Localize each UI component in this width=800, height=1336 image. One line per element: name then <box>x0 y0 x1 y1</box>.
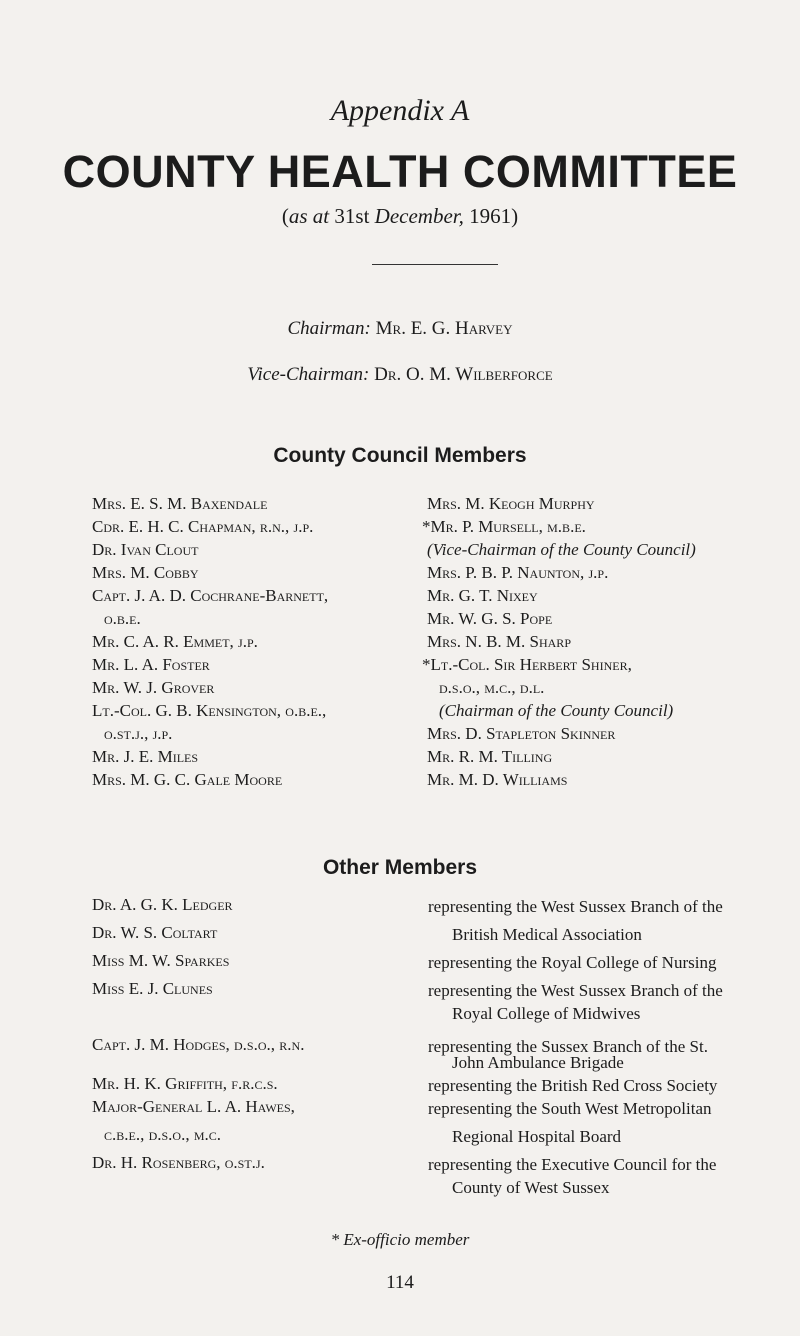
other-members-heading: Other Members <box>322 856 478 879</box>
representing-text: Royal College of Midwives <box>452 1004 641 1023</box>
list-item: Mr. W. G. S. Pope <box>427 609 553 628</box>
list-item: Major-General L. A. Hawes, <box>92 1097 295 1116</box>
list-item: Dr. H. Rosenberg, o.st.j. <box>92 1153 265 1172</box>
page-number: 114 <box>386 1272 414 1293</box>
list-item: Mr. J. E. Miles <box>92 747 199 766</box>
list-item: Mr. M. D. Williams <box>427 770 568 789</box>
list-item: Capt. J. A. D. Cochrane-Barnett, <box>92 586 329 605</box>
page-title: COUNTY HEALTH COMMITTEE <box>62 146 738 197</box>
chairman-line <box>0 318 800 340</box>
vice-chairman-line <box>0 364 800 386</box>
representing-text: representing the Executive Council for the <box>428 1155 717 1174</box>
representing-text: British Medical Association <box>452 925 642 944</box>
representing-text: representing the Royal College of Nursing <box>428 953 717 972</box>
representing-text: John Ambulance Brigade <box>452 1053 624 1072</box>
representing-text: representing the British Red Cross Society <box>428 1076 718 1095</box>
list-item: Miss E. J. Clunes <box>92 979 213 998</box>
list-item: Lt.-Col. G. B. Kensington, o.b.e., <box>92 701 327 720</box>
representing-text: representing the South West Metropolitan <box>428 1099 712 1118</box>
list-item: Dr. A. G. K. Ledger <box>92 895 233 914</box>
list-item: d.s.o., m.c., d.l. <box>439 678 545 697</box>
list-item: Capt. J. M. Hodges, d.s.o., r.n. <box>92 1035 305 1054</box>
representing-text: representing the West Sussex Branch of the <box>428 897 723 916</box>
representing-text: representing the West Sussex Branch of the <box>428 981 723 1000</box>
list-item: Cdr. E. H. C. Chapman, r.n., j.p. <box>92 517 314 536</box>
list-item: *Mr. P. Mursell, m.b.e. <box>422 517 586 536</box>
list-item: Mr. C. A. R. Emmet, j.p. <box>92 632 258 651</box>
list-item: (Vice-Chairman of the County Council) <box>427 540 696 559</box>
list-item: Dr. W. S. Coltart <box>92 923 218 942</box>
list-item: c.b.e., d.s.o., m.c. <box>104 1125 222 1144</box>
list-item: o.b.e. <box>104 609 141 628</box>
list-item: Miss M. W. Sparkes <box>92 951 230 970</box>
county-council-heading: County Council Members <box>273 444 527 467</box>
representing-text: representing the Sussex Branch of the St. <box>428 1037 708 1056</box>
list-item: Mrs. M. G. C. Gale Moore <box>92 770 283 789</box>
date-line: (as at 31st December, 1961) <box>281 204 519 228</box>
list-item: (Chairman of the County Council) <box>439 701 674 720</box>
list-item: Mrs. M. Keogh Murphy <box>427 494 595 513</box>
list-item: Mr. R. M. Tilling <box>427 747 553 766</box>
list-item: Mrs. E. S. M. Baxendale <box>92 494 268 513</box>
vice-chairman-role: Vice-Chairman: <box>247 364 370 385</box>
list-item: Mr. W. J. Grover <box>92 678 215 697</box>
list-item: Mrs. M. Cobby <box>92 563 199 582</box>
list-item: Dr. Ivan Clout <box>92 540 199 559</box>
date-as-at: as at <box>288 204 330 228</box>
vice-chairman-name: Dr. O. M. Wilberforce <box>374 364 553 385</box>
chairman-name: Mr. E. G. Harvey <box>375 318 513 339</box>
date-year: 1961 <box>469 204 512 228</box>
list-item: Mrs. N. B. M. Sharp <box>427 632 571 651</box>
divider <box>372 264 498 265</box>
date-month: December, <box>374 204 464 228</box>
chairman-role: Chairman: <box>287 318 371 339</box>
representing-text: County of West Sussex <box>452 1178 610 1197</box>
footnote: * Ex-officio member <box>330 1230 470 1249</box>
date-day: 31st <box>334 204 370 228</box>
list-item: Mr. G. T. Nixey <box>427 586 538 605</box>
list-item: *Lt.-Col. Sir Herbert Shiner, <box>422 655 632 674</box>
appendix-label: Appendix A <box>330 94 470 127</box>
list-item: Mr. H. K. Griffith, f.r.c.s. <box>92 1074 278 1093</box>
list-item: Mrs. D. Stapleton Skinner <box>427 724 616 743</box>
list-item: Mr. L. A. Foster <box>92 655 210 674</box>
list-item: o.st.j., j.p. <box>104 724 173 743</box>
list-item: Mrs. P. B. P. Naunton, j.p. <box>427 563 609 582</box>
representing-text: Regional Hospital Board <box>452 1127 622 1146</box>
